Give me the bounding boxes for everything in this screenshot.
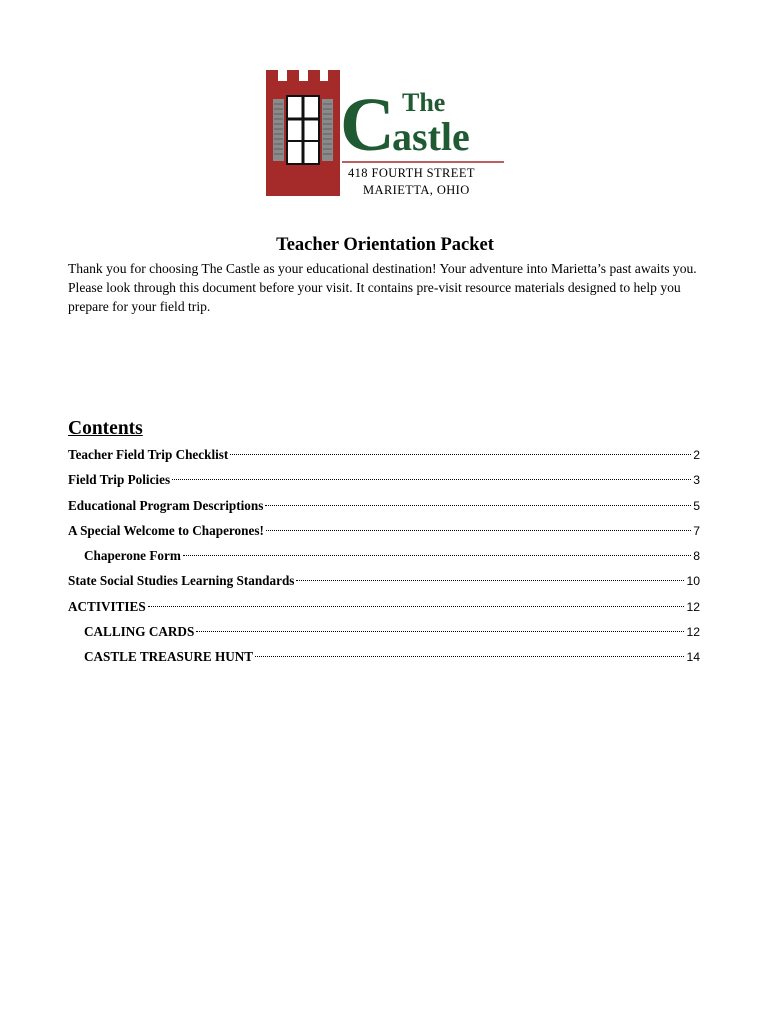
- toc-entry-page: 12: [686, 599, 700, 614]
- castle-tower-logo-graphic: [262, 66, 512, 202]
- toc-entry-page: 8: [693, 549, 700, 564]
- toc-leader-dots: [172, 479, 691, 480]
- toc-entry-page: 3: [693, 473, 700, 488]
- toc-entry-page: 14: [686, 650, 700, 665]
- contents-heading: Contents: [68, 418, 143, 439]
- toc-entry-learning-standards[interactable]: [68, 568, 700, 593]
- toc-entry-label: CALLING CARDS: [84, 624, 195, 640]
- toc-entry-field-trip-policies[interactable]: [68, 467, 700, 492]
- toc-leader-dots: [196, 631, 684, 632]
- toc-entry-label: A Special Welcome to Chaperones!: [68, 522, 264, 538]
- toc-entry-teacher-field-trip-checklist[interactable]: [68, 442, 700, 467]
- toc-entry-chaperone-form[interactable]: [68, 543, 700, 568]
- toc-entry-page: 2: [693, 448, 700, 462]
- intro-paragraph: Thank you for choosing The Castle as your educational destination! Your adventure into Marietta’s past awaits you. Please look through this document before your visit. It contains pre-visit resource materials designed to help you prepare for your field trip.: [68, 261, 697, 314]
- logo-address-city: MARIETTA, OHIO: [363, 183, 470, 197]
- castle-logo: [262, 66, 512, 202]
- toc-leader-dots: [230, 454, 691, 455]
- toc-entry-label: CASTLE TREASURE HUNT: [84, 649, 254, 665]
- toc-entry-page: 7: [693, 523, 700, 538]
- page-title: Teacher Orientation Packet: [276, 235, 494, 255]
- toc-entry-label: Educational Program Descriptions: [68, 497, 264, 513]
- toc-leader-dots: [183, 555, 691, 556]
- toc-entry-label: Field Trip Policies: [68, 472, 171, 488]
- toc-leader-dots: [265, 505, 691, 506]
- toc-leader-dots: [255, 656, 684, 657]
- toc-entry-activities[interactable]: [68, 594, 700, 619]
- logo-the-word: The: [402, 88, 446, 117]
- toc-entry-welcome-to-chaperones[interactable]: [68, 518, 700, 543]
- toc-entry-castle-treasure-hunt[interactable]: [68, 644, 700, 669]
- toc-entry-label: ACTIVITIES: [68, 598, 146, 614]
- toc-entry-page: 12: [686, 625, 700, 640]
- toc-entry-label: Chaperone Form: [84, 548, 181, 564]
- toc-leader-dots: [266, 530, 691, 531]
- toc-entry-page: 10: [686, 574, 700, 589]
- toc-entry-page: 5: [693, 498, 700, 513]
- logo-castle-word: astle: [392, 114, 470, 159]
- toc-leader-dots: [148, 606, 685, 607]
- toc-entry-label: Teacher Field Trip Checklist: [68, 447, 229, 462]
- toc-leader-dots: [296, 580, 684, 581]
- toc-entry-calling-cards[interactable]: [68, 619, 700, 644]
- logo-castle-initial: C: [340, 83, 395, 167]
- toc-entry-educational-program-descriptions[interactable]: [68, 493, 700, 518]
- logo-address-street: 418 FOURTH STREET: [348, 166, 475, 180]
- toc-entry-label: State Social Studies Learning Standards: [68, 573, 295, 589]
- table-of-contents: [68, 442, 700, 670]
